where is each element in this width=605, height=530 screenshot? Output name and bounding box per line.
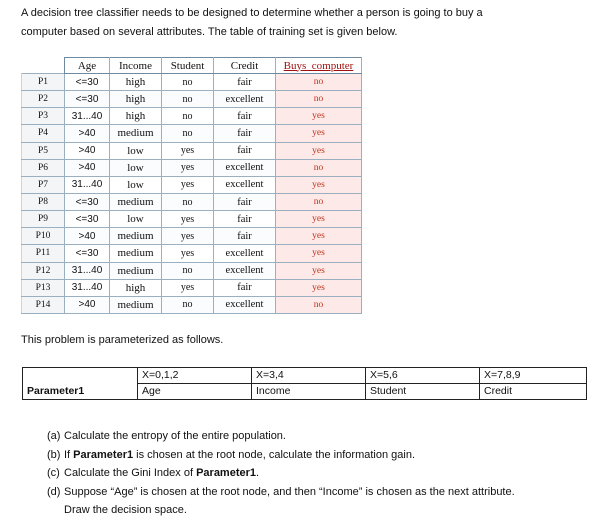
cell-buys-computer: yes	[276, 279, 362, 296]
cell-credit: fair	[214, 211, 276, 228]
table-row	[22, 74, 362, 91]
cell-student: no	[162, 108, 214, 125]
cell-income: low	[110, 211, 162, 228]
cell-income: low	[110, 159, 162, 176]
parameter1-label: Parameter1	[23, 368, 138, 400]
cell-income: high	[110, 74, 162, 91]
cell-credit: excellent	[214, 159, 276, 176]
cell-credit: excellent	[214, 296, 276, 313]
table-row	[22, 262, 362, 279]
cell-income: medium	[110, 228, 162, 245]
cell-buys-computer: yes	[276, 211, 362, 228]
table-row	[22, 159, 362, 176]
question-b: (b) If Parameter1 is chosen at the root node, calculate the information gain.	[47, 448, 416, 461]
intro-line-2: computer based on several attributes. The table of training set is given below.	[21, 26, 398, 38]
cell-buys-computer: yes	[276, 108, 362, 125]
header-credit: Credit	[214, 58, 276, 74]
row-id: P4	[22, 125, 65, 142]
row-id: P2	[22, 91, 65, 108]
row-id: P6	[22, 159, 65, 176]
cell-age: >40	[65, 125, 110, 142]
cell-buys-computer: no	[276, 296, 362, 313]
cell-buys-computer: no	[276, 91, 362, 108]
row-id: P1	[22, 74, 65, 91]
row-id: P9	[22, 211, 65, 228]
cell-credit: fair	[214, 279, 276, 296]
row-id: P7	[22, 176, 65, 193]
cell-credit: fair	[214, 193, 276, 210]
cell-credit: excellent	[214, 176, 276, 193]
cell-income: medium	[110, 262, 162, 279]
cell-student: yes	[162, 228, 214, 245]
training-table-header	[22, 58, 362, 74]
header-buys-computer: Buys_computer	[276, 58, 362, 74]
table-row	[22, 193, 362, 210]
cell-income: medium	[110, 245, 162, 262]
param-attr-age: Age	[142, 385, 161, 397]
cell-credit: fair	[214, 108, 276, 125]
cell-age: 31...40	[65, 279, 110, 296]
table-row	[22, 211, 362, 228]
cell-age: <=30	[65, 245, 110, 262]
cell-income: high	[110, 108, 162, 125]
cell-buys-computer: no	[276, 74, 362, 91]
cell-buys-computer: no	[276, 159, 362, 176]
param-x-income: X=3,4	[252, 368, 365, 384]
cell-buys-computer: yes	[276, 142, 362, 159]
row-id: P3	[22, 108, 65, 125]
cell-income: high	[110, 279, 162, 296]
param-x-student: X=5,6	[366, 368, 479, 384]
cell-student: no	[162, 193, 214, 210]
param-x-credit: X=7,8,9	[480, 368, 586, 384]
cell-buys-computer: yes	[276, 228, 362, 245]
cell-credit: excellent	[214, 245, 276, 262]
cell-student: yes	[162, 142, 214, 159]
cell-buys-computer: no	[276, 193, 362, 210]
problem-intro	[21, 4, 591, 42]
cell-age: <=30	[65, 74, 110, 91]
cell-income: low	[110, 142, 162, 159]
cell-student: no	[162, 91, 214, 108]
cell-buys-computer: yes	[276, 262, 362, 279]
cell-student: yes	[162, 176, 214, 193]
cell-credit: excellent	[214, 262, 276, 279]
param-col-student	[366, 368, 480, 400]
cell-student: yes	[162, 279, 214, 296]
cell-credit: fair	[214, 142, 276, 159]
param-x-age: X=0,1,2	[138, 368, 251, 384]
header-blank-cell	[22, 58, 65, 74]
header-income: Income	[110, 58, 162, 74]
question-c: (c) Calculate the Gini Index of Parameter1.	[47, 467, 260, 479]
cell-student: yes	[162, 245, 214, 262]
cell-income: medium	[110, 193, 162, 210]
cell-credit: excellent	[214, 91, 276, 108]
cell-student: no	[162, 125, 214, 142]
cell-age: >40	[65, 228, 110, 245]
table-row	[22, 108, 362, 125]
cell-student: yes	[162, 211, 214, 228]
table-row	[22, 296, 362, 313]
question-a: (a) Calculate the entropy of the entire population.	[47, 430, 286, 442]
param-attr-student: Student	[370, 385, 407, 397]
intro-line-1: A decision tree classifier needs to be designed to determine whether a person is going to buy a	[21, 7, 483, 19]
cell-student: no	[162, 74, 214, 91]
cell-age: >40	[65, 159, 110, 176]
cell-age: <=30	[65, 211, 110, 228]
row-id: P10	[22, 228, 65, 245]
cell-buys-computer: yes	[276, 245, 362, 262]
row-id: P8	[22, 193, 65, 210]
table-row	[22, 228, 362, 245]
param-caption: This problem is parameterized as follows.	[21, 334, 224, 346]
cell-student: yes	[162, 159, 214, 176]
param-attr-credit: Credit	[484, 385, 513, 397]
cell-buys-computer: yes	[276, 125, 362, 142]
cell-income: high	[110, 91, 162, 108]
table-row	[22, 142, 362, 159]
cell-credit: fair	[214, 125, 276, 142]
row-id: P14	[22, 296, 65, 313]
param-col-credit	[480, 368, 587, 400]
question-d: (d) Suppose “Age” is chosen at the root node, and then “Income” is chosen as the next attribute. Draw the decision space.	[47, 485, 515, 516]
table-row	[22, 125, 362, 142]
cell-income: low	[110, 176, 162, 193]
cell-student: no	[162, 262, 214, 279]
row-id: P11	[22, 245, 65, 262]
cell-age: 31...40	[65, 176, 110, 193]
row-id: P12	[22, 262, 65, 279]
cell-buys-computer: yes	[276, 176, 362, 193]
row-id: P13	[22, 279, 65, 296]
cell-age: 31...40	[65, 262, 110, 279]
cell-student: no	[162, 296, 214, 313]
param-col-age	[138, 368, 252, 400]
table-row	[22, 176, 362, 193]
table-row	[22, 91, 362, 108]
cell-income: medium	[110, 296, 162, 313]
table-row	[22, 279, 362, 296]
cell-age: 31...40	[65, 108, 110, 125]
cell-credit: fair	[214, 74, 276, 91]
table-row	[22, 245, 362, 262]
param-attr-income: Income	[256, 385, 291, 397]
row-id: P5	[22, 142, 65, 159]
cell-age: <=30	[65, 91, 110, 108]
cell-age: >40	[65, 142, 110, 159]
cell-credit: fair	[214, 228, 276, 245]
header-student: Student	[162, 58, 214, 74]
parameter-table	[22, 367, 587, 400]
cell-age: <=30	[65, 193, 110, 210]
param-col-income	[252, 368, 366, 400]
question-list	[47, 427, 592, 520]
cell-income: medium	[110, 125, 162, 142]
training-set-table	[21, 57, 362, 314]
cell-age: >40	[65, 296, 110, 313]
header-age: Age	[65, 58, 110, 74]
